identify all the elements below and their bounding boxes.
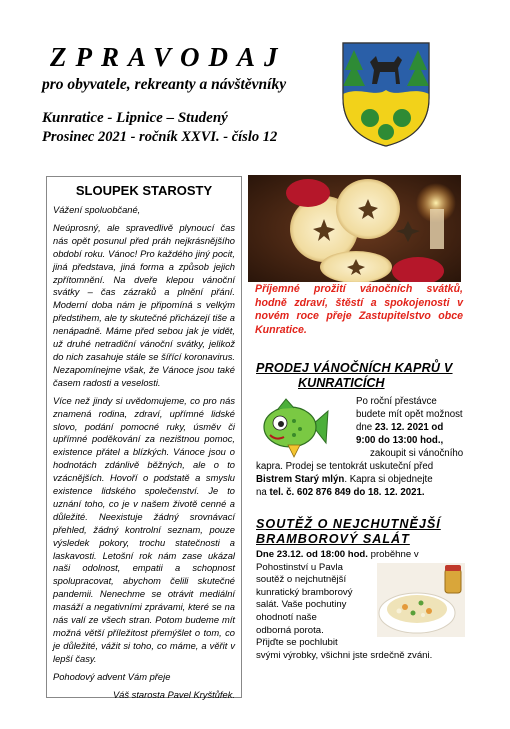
column-paragraph: Více než jindy si uvědomujeme, co pro nás znamená rodina, zdraví, upřímné lidské slovo, podání pomocné ruky, úsměv či upřímné poděkování za nezištnou pomoc, existence přátel a blízkých. Vánoce jsou o hodnotách zdánlivě běžných, ale o to vzácnějších. Hovoří o podstatě a smyslu existence lidského společenství. Je to uznání toho, co je v našem životě cenné a důležité. Neexistuje žádný srovnávací přehled, žádný kontrolní seznam, pouze výsledek pokory, trochu statečnosti a laskavosti. Letošní rok nám zase ukázal naši odolnost, empatii a schopnost spolupracovat, abychom čelili skutečné pandemii. Nenechme se otrávit mediální masáží a negativními zprávami, které se na nás valí ze všech stran. Potom budeme mít možná větší příležitost přemýšlet o tom, co je důležité, vážit si toho, co máme, a věřit v lepší časy. <box>53 395 235 664</box>
salad-contest-text <box>256 549 466 662</box>
newsletter-subtitle: pro obyvatele, rekreanty a návštěvníky <box>42 76 287 93</box>
carp-venue: Bistrem Starý mlýn <box>256 474 345 485</box>
contest-date: Dne 23.12. od 18:00 hod. <box>256 549 368 560</box>
carp-sale-title-line2: KUNRATICÍCH <box>298 376 385 390</box>
contest-line: svými výrobky, všichni jste srdečně zváni. <box>256 649 433 661</box>
carp-line: na tel. č. 602 876 849 do 18. 12. 2021. <box>256 487 425 498</box>
contest-line: Pohostinství u Pavla <box>256 561 343 573</box>
carp-line: Bistrem Starý mlýn. Kapra si objednejte <box>256 474 433 485</box>
coat-of-arms-icon <box>340 40 432 148</box>
carp-sale-title: PRODEJ VÁNOČNÍCH KAPRŮ V <box>256 361 453 375</box>
contest-line: ohodnotí naše <box>256 611 317 623</box>
contest-line: odborná porota. <box>256 624 324 636</box>
carp-line: zakoupit si vánočního <box>370 448 464 459</box>
carp-date: 23. 12. 2021 od <box>374 422 444 433</box>
contest-line: Dne 23.12. od 18:00 hod. proběhne v <box>256 549 419 560</box>
column-greeting: Vážení spoluobčané, <box>53 205 141 215</box>
salad-contest-title-line2: BRAMBOROVÝ SALÁT <box>256 532 410 546</box>
newsletter-title: ZPRAVODAJ <box>50 42 287 72</box>
column-heading: SLOUPEK STAROSTY <box>75 183 213 198</box>
carp-line: 9:00 do 13:00 hod., <box>356 435 444 446</box>
carp-sale-text <box>256 395 462 499</box>
contest-line: kunratický bramborový <box>256 586 353 598</box>
villages-line: Kunratice - Lipnice – Studený <box>42 110 228 126</box>
issue-line: Prosinec 2021 - ročník XXVI. - číslo 12 <box>42 129 278 145</box>
salad-contest-title: SOUTĚŽ O NEJCHUTNĚJŠÍ <box>256 517 441 531</box>
carp-time: 9:00 do 13:00 <box>356 435 418 446</box>
contest-line: soutěž o nejchutnější <box>256 574 347 586</box>
contest-line: salát. Vaše pochutiny <box>256 599 347 611</box>
carp-line: Po roční přestávce <box>356 396 437 407</box>
carp-line: kapra. Prodej se tentokrát uskuteční před <box>256 461 434 472</box>
column-paragraph: Neúprosný, ale spravedlivě plynoucí čas nás opět posunul před práh nejkrásnějšího období roku. Vánoc! Pro každého jiný pocit, jiná představa, jiná forma a způsob jejich zpřítomnění. Na dveře klepou vánoční svátky – čas zázraků a plnění přání. Moderní doba nám je připomíná s velkým předstihem, ale ty skutečné přicházejí tiše a nenápadně. Máme před sebou jak je vidět, už druhé netradiční vánoční svátky, jelikož do nich zasahuje stále se šířící koronavirus. Nezapomínejme však, že Vánoce jsou také časem radosti a veselosti. <box>53 222 235 388</box>
carp-line: budete mít opět možnost <box>356 409 463 420</box>
mayor-column <box>46 176 242 698</box>
carp-phone: tel. č. 602 876 849 <box>269 487 351 498</box>
carp-line: dne 23. 12. 2021 od <box>356 422 444 433</box>
contest-line: Přijďte se pochlubit <box>256 637 338 649</box>
christmas-apples-photo <box>248 175 461 282</box>
carp-deadline: 18. 12. 2021. <box>368 487 425 498</box>
column-signature: Váš starosta Pavel Kryštůfek. <box>112 689 235 700</box>
column-closing: Pohodový advent Vám přeje <box>53 671 171 682</box>
christmas-greeting: Příjemné prožití vánočních svátků, hodně zdraví, štěstí a spokojenosti v novém roce přeje Zastupitelstvo obce Kunratice. <box>255 283 463 336</box>
